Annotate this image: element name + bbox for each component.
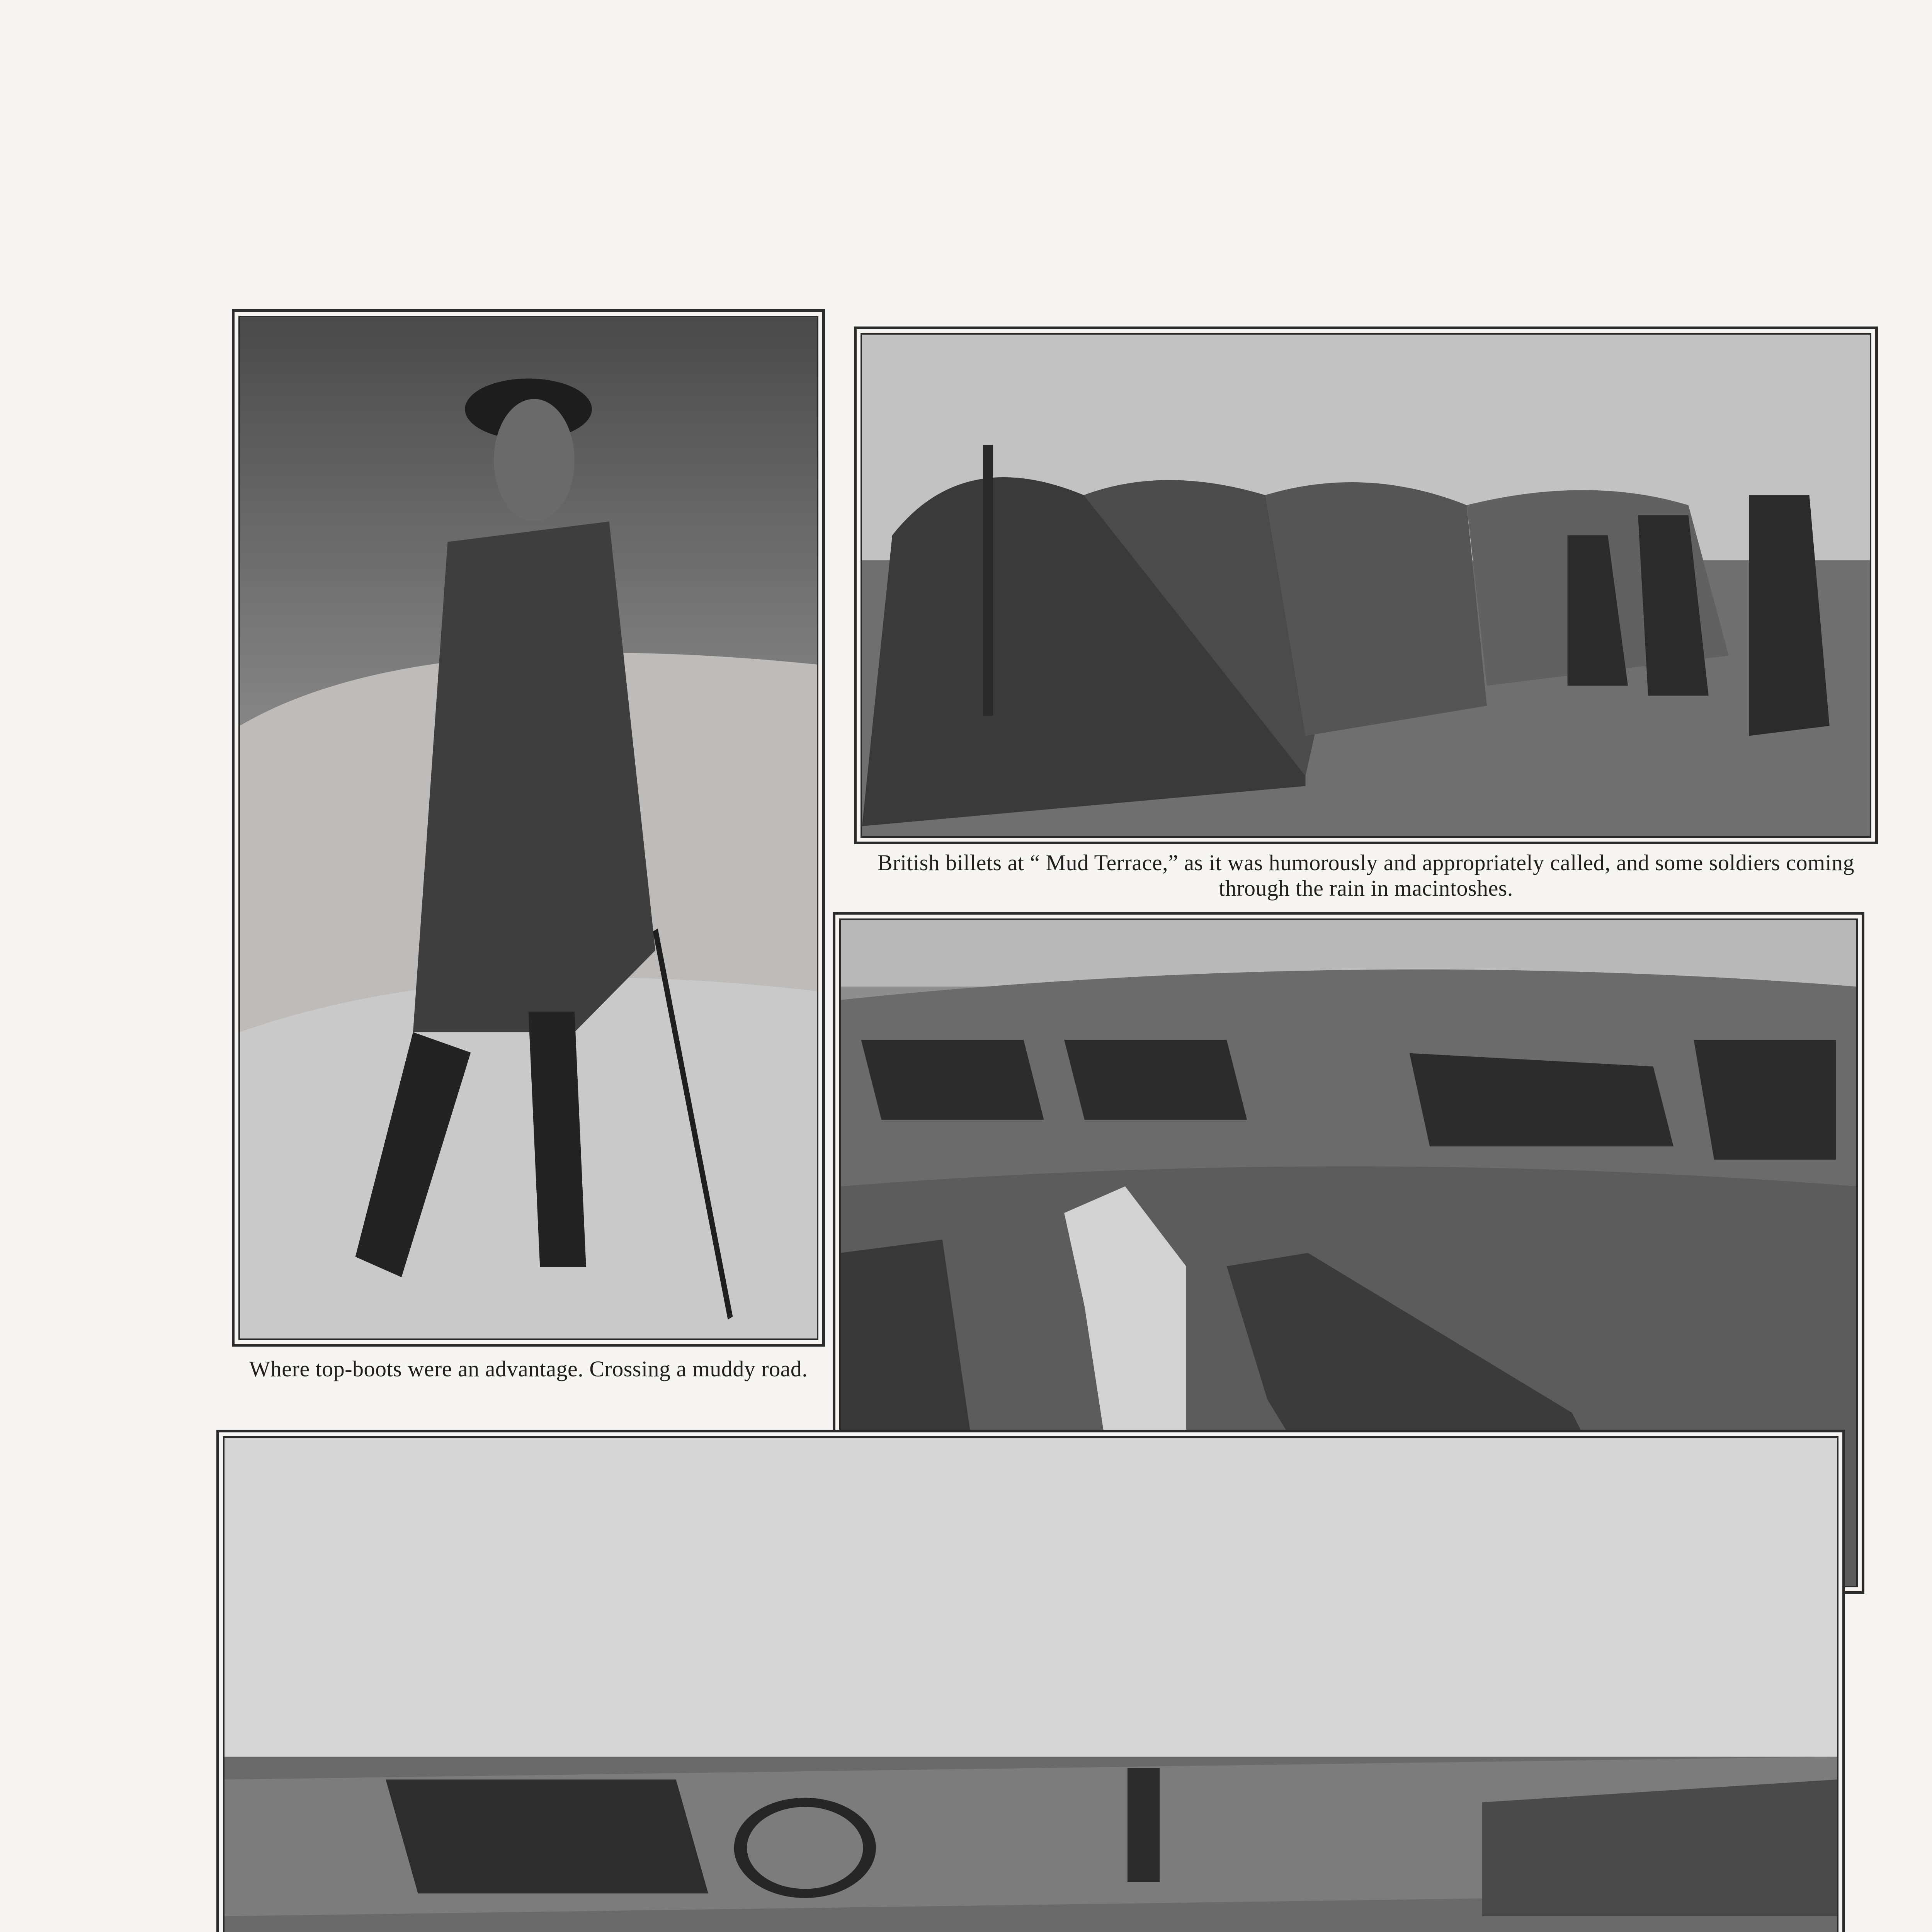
caption-officer: Where top-boots were an advantage. Crossing a muddy road. [249, 1356, 808, 1381]
photo-gun-image [224, 1438, 1837, 1932]
photo-billets [854, 327, 1878, 844]
photo-hauling-gun [216, 1430, 1845, 1932]
caption-billets: British billets at “ Mud Terrace,” as it was humorously and appropriately called, and some soldiers coming through the rain in macintoshes. [877, 850, 1855, 901]
photo-officer-image [240, 317, 817, 1338]
photo-officer-crossing-road [232, 309, 825, 1347]
photo-billets-image [862, 335, 1870, 836]
